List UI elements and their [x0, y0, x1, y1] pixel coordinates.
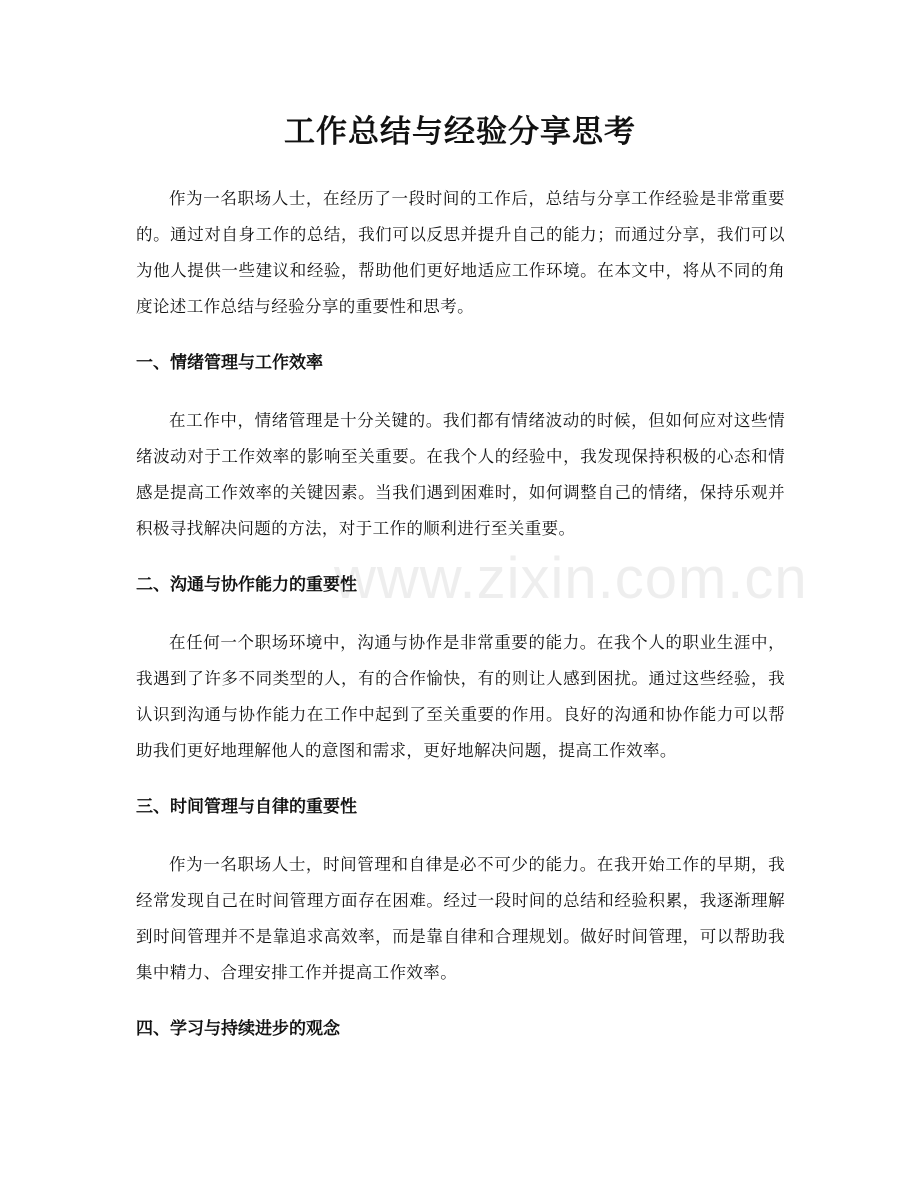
- section-1-heading: 一、情绪管理与工作效率: [136, 353, 323, 373]
- document-content: [136, 181, 785, 1047]
- section-1-body: 在工作中，情绪管理是十分关键的。我们都有情绪波动的时候，但如何应对这些情绪波动对于工作效率的影响至关重要。在我个人的经验中，我发现保持积极的心态和情感是提高工作效率的关键因素。当我们遇到困难时，如何调整自己的情绪，保持乐观并积极寻找解决问题的方法，对于工作的顺利进行至关重要。: [136, 411, 785, 538]
- section-3-body: 作为一名职场人士，时间管理和自律是必不可少的能力。在我开始工作的早期，我经常发现自己在时间管理方面存在困难。经过一段时间的总结和经验积累，我逐渐理解到时间管理并不是靠追求高效率，而是靠自律和合理规划。做好时间管理，可以帮助我集中精力、合理安排工作并提高工作效率。: [136, 855, 785, 982]
- section-2-heading: 二、沟通与协作能力的重要性: [136, 575, 357, 595]
- document-title: 工作总结与经验分享思考: [284, 114, 636, 150]
- section-4-heading: 四、学习与持续进步的观念: [136, 1019, 340, 1039]
- section-3-heading: 三、时间管理与自律的重要性: [136, 797, 357, 817]
- section-2-body: 在任何一个职场环境中，沟通与协作是非常重要的能力。在我个人的职业生涯中，我遇到了许多不同类型的人，有的合作愉快，有的则让人感到困扰。通过这些经验，我认识到沟通与协作能力在工作中起到了至关重要的作用。良好的沟通和协作能力可以帮助我们更好地理解他人的意图和需求，更好地解决问题，提高工作效率。: [136, 633, 785, 760]
- watermark: www.zixin.com.cn: [334, 546, 808, 611]
- intro-paragraph: 作为一名职场人士，在经历了一段时间的工作后，总结与分享工作经验是非常重要的。通过对自身工作的总结，我们可以反思并提升自己的能力；而通过分享，我们可以为他人提供一些建议和经验，帮助他们更好地适应工作环境。在本文中，将从不同的角度论述工作总结与经验分享的重要性和思考。: [136, 189, 785, 316]
